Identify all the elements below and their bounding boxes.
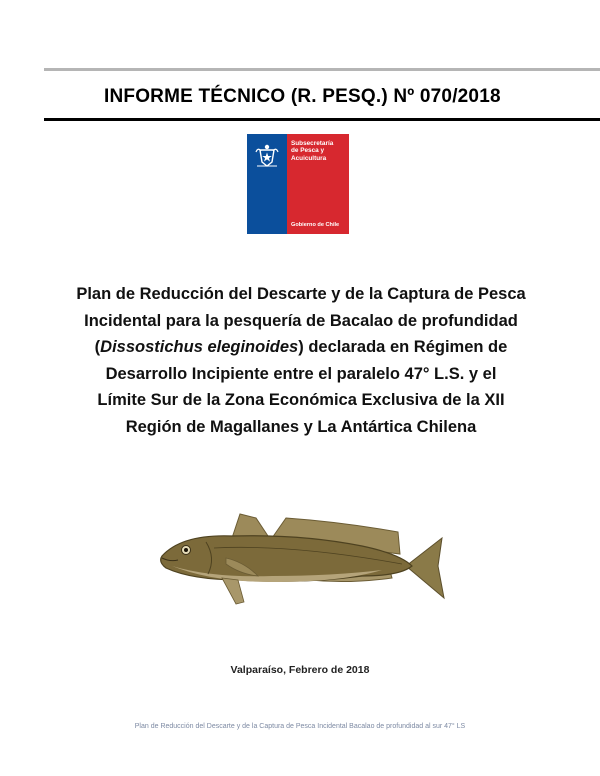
header-rule-top: [44, 68, 600, 71]
logo-org-name: Subsecretaría de Pesca y Acuicultura: [291, 140, 334, 162]
report-id: INFORME TÉCNICO (R. PESQ.) Nº 070/2018: [104, 86, 501, 107]
toothfish-illustration: [152, 504, 448, 616]
header-rule-bottom: [44, 118, 600, 121]
logo-gov-text: Gobierno de Chile: [291, 222, 340, 228]
subpesca-logo: [247, 134, 349, 234]
chile-coat-of-arms-icon: [251, 138, 283, 170]
page-footer: Plan de Reducción del Descarte y de la Captura de Pesca Incidental Bacalao de profundidad al sur 47° LS: [134, 723, 466, 730]
document-title: Plan de Reducción del Descarte y de la Captura de Pesca Incidental para la pesquería de Bacalao de profundidad (Dissostichus eleginoides) declarada en Régimen de Desarrollo Incipiente entre el paralelo 47° L.S. y el Límite Sur de la Zona Económica Exclusiva de la XII Región de Magallanes y La Antártica Chilena: [76, 285, 526, 436]
place-date: Valparaíso, Febrero de 2018: [230, 664, 370, 676]
scientific-name: Dissostichus eleginoides: [100, 338, 299, 356]
